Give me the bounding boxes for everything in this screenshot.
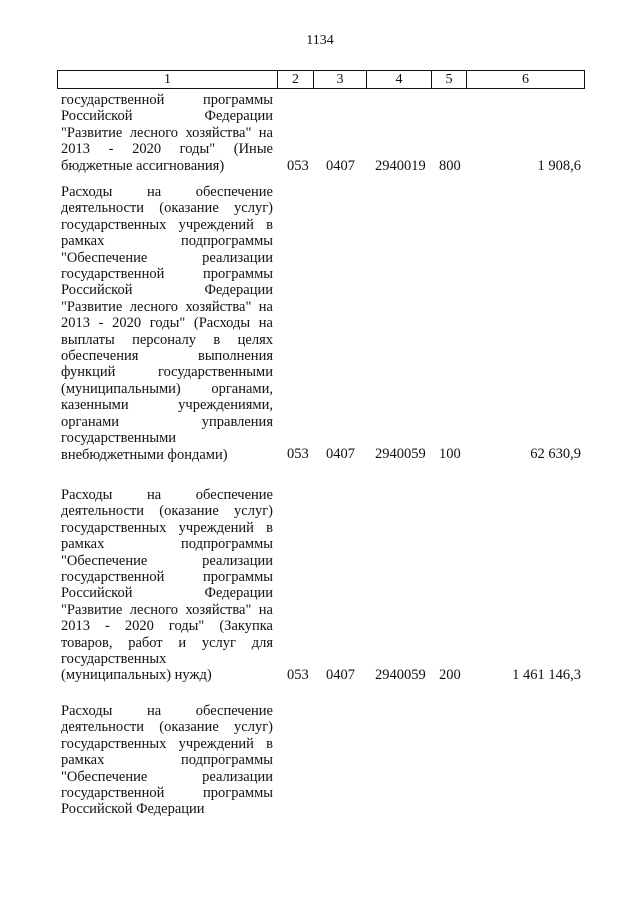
target-article-code: 2940059 bbox=[375, 667, 426, 684]
description-line: государственных bbox=[61, 651, 167, 668]
vedomstvo-code: 053 bbox=[287, 446, 309, 463]
description-line: государственных учреждений в bbox=[61, 519, 273, 536]
description-line: Расходы на обеспечение bbox=[61, 487, 273, 503]
expense-type-code: 100 bbox=[439, 446, 461, 463]
description-line: функций государственными bbox=[61, 364, 273, 381]
description-line: Расходы на обеспечение bbox=[61, 703, 273, 719]
description-line: деятельности (оказание услуг) bbox=[61, 200, 273, 217]
row-description bbox=[61, 487, 273, 684]
description-line: "Развитие лесного хозяйства" на bbox=[61, 601, 273, 618]
row-description bbox=[61, 703, 273, 818]
header-col-1: 1 bbox=[164, 72, 171, 87]
description-line: внебюджетными фондами) bbox=[61, 446, 228, 463]
header-col-2: 2 bbox=[277, 71, 313, 88]
description-line: государственных учреждений в bbox=[61, 216, 273, 233]
description-line: Российской Федерации bbox=[61, 108, 273, 125]
description-line: государственной программы bbox=[61, 266, 273, 283]
section-code: 0407 bbox=[326, 667, 355, 684]
description-line: рамках подпрограммы bbox=[61, 752, 273, 769]
description-line: государственной программы bbox=[61, 569, 273, 586]
description-line: казенными учреждениями, bbox=[61, 397, 273, 414]
description-line: обеспечения выполнения bbox=[61, 348, 273, 365]
amount: 62 630,9 bbox=[530, 446, 581, 463]
description-line: Российской Федерации bbox=[61, 801, 205, 818]
description-line: государственной программы bbox=[61, 785, 273, 802]
row-description bbox=[61, 92, 273, 174]
description-line: органами управления bbox=[61, 413, 273, 430]
description-line: 2013 - 2020 годы" (Закупка bbox=[61, 618, 273, 635]
target-article-code: 2940059 bbox=[375, 446, 426, 463]
description-line: Российской Федерации bbox=[61, 585, 273, 602]
description-line: Расходы на обеспечение bbox=[61, 184, 273, 200]
description-line: рамках подпрограммы bbox=[61, 536, 273, 553]
page-number: 1134 bbox=[306, 33, 334, 48]
description-line: деятельности (оказание услуг) bbox=[61, 503, 273, 520]
description-line: "Развитие лесного хозяйства" на bbox=[61, 124, 273, 141]
section-code: 0407 bbox=[326, 157, 355, 174]
description-line: "Обеспечение реализации bbox=[61, 552, 273, 569]
description-line: товаров, работ и услуг для bbox=[61, 634, 273, 651]
description-line: "Развитие лесного хозяйства" на bbox=[61, 298, 273, 315]
description-line: государственными bbox=[61, 430, 177, 447]
description-line: (муниципальными) органами, bbox=[61, 380, 273, 397]
description-line: государственной программы bbox=[61, 92, 273, 108]
amount: 1 908,6 bbox=[537, 157, 581, 174]
header-col-4: 4 bbox=[366, 71, 431, 88]
vedomstvo-code: 053 bbox=[287, 667, 309, 684]
description-line: государственных учреждений в bbox=[61, 735, 273, 752]
header-col-5: 5 bbox=[431, 71, 466, 88]
description-line: рамках подпрограммы bbox=[61, 233, 273, 250]
row-description bbox=[61, 184, 273, 463]
description-line: бюджетные ассигнования) bbox=[61, 157, 225, 174]
target-article-code: 2940019 bbox=[375, 157, 426, 174]
description-line: "Обеспечение реализации bbox=[61, 768, 273, 785]
section-code: 0407 bbox=[326, 446, 355, 463]
description-line: деятельности (оказание услуг) bbox=[61, 719, 273, 736]
amount: 1 461 146,3 bbox=[512, 667, 581, 684]
header-col-6: 6 bbox=[466, 71, 584, 88]
description-line: "Обеспечение реализации bbox=[61, 249, 273, 266]
header-col-3: 3 bbox=[313, 71, 366, 88]
expense-type-code: 800 bbox=[439, 157, 461, 174]
vedomstvo-code: 053 bbox=[287, 157, 309, 174]
description-line: Российской Федерации bbox=[61, 282, 273, 299]
description-line: выплаты персоналу в целях bbox=[61, 331, 273, 348]
table-header bbox=[57, 70, 585, 89]
expense-type-code: 200 bbox=[439, 667, 461, 684]
description-line: 2013 - 2020 годы" (Иные bbox=[61, 141, 273, 158]
description-line: (муниципальных) нужд) bbox=[61, 667, 212, 684]
description-line: 2013 - 2020 годы" (Расходы на bbox=[61, 315, 273, 332]
